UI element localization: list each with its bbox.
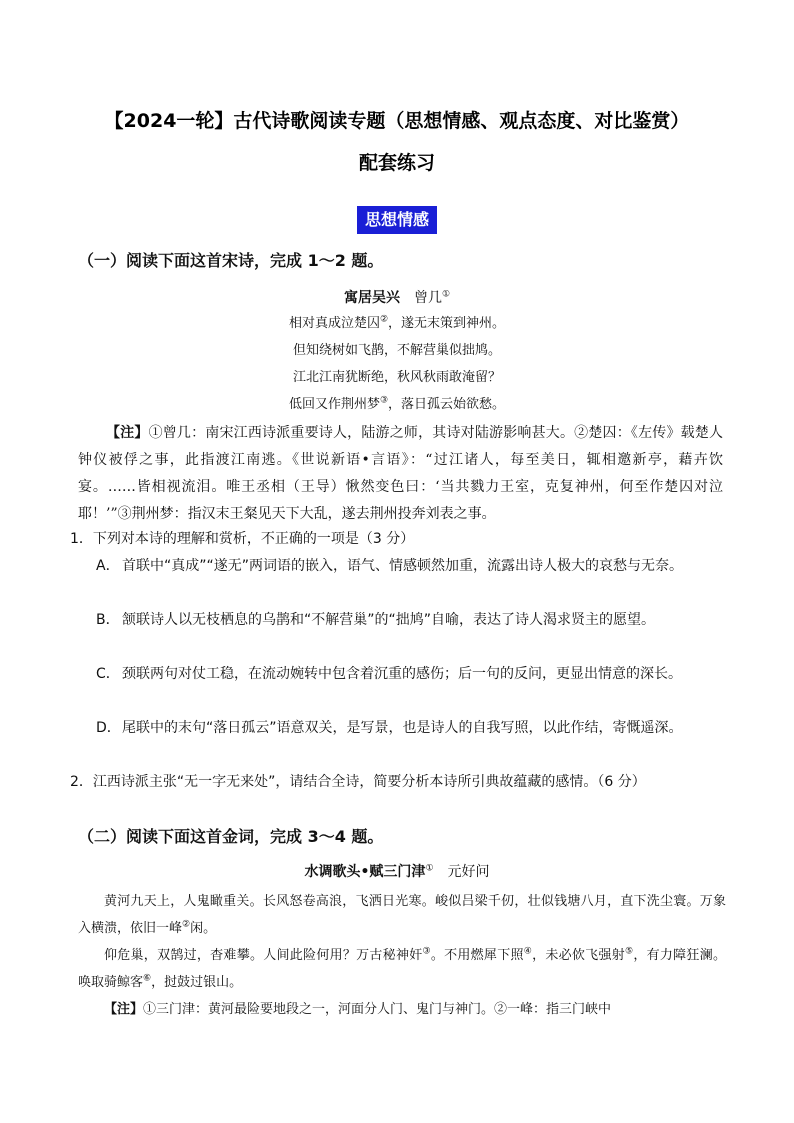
poem-line: 相对真成泣楚囚②，遂无末策到神州。 bbox=[288, 314, 506, 331]
poem-1-author: 曾几 bbox=[413, 290, 442, 306]
poem-1-title-line bbox=[0, 288, 794, 308]
option-c[interactable]: C． 颈联两句对仗工稳，在流动婉转中包含着沉重的感伤；后一句的反问，更显出情意的深长。 bbox=[96, 666, 682, 682]
ci-stanza-2: 仰危巢，双鹄过，杳难攀。人间此险何用？万古秘神奸③。不用燃犀下照④，未必佽飞强射⑤，有力障狂澜。唤取骑鲸客⑥，挝鼓过银山。 bbox=[78, 946, 726, 990]
title-note-mark: ① bbox=[425, 863, 434, 874]
poem-1-notes bbox=[78, 420, 723, 528]
section-badge: 思想情感 bbox=[357, 206, 437, 234]
ci-stanza-1: 黄河九天上，人鬼瞰重关。长风怒卷高浪，飞洒日光寒。峻似吕梁千仞，壮似钱塘八月，直下洗尘寰。万象入横溃，依旧一峰②闲。 bbox=[78, 894, 726, 936]
note-text: ①曾几：南宋江西诗派重要诗人，陆游之师，其诗对陆游影响甚大。②楚囚：《左传》载楚人钟仪被俘之事，此指渡江南逃。《世说新语•言语》：“过江诸人，每至美日，辄相邀新亭，藉卉饮宴。……皆相视流泪。唯王丞相（王导）愀然变色曰：‘当共戮力王室，克复神州，何至作楚囚对泣耶！’”③荆州梦：指汉末王粲见天下大乱，遂去荆州投奔刘表之事。 bbox=[78, 425, 724, 522]
poem-2-title: 水调歌头•赋三门津 bbox=[304, 864, 426, 880]
note-text: ①三门津：黄河最险要地段之一，河面分人门、鬼门与神门。②一峰：指三门峡中 bbox=[143, 1002, 612, 1017]
author-note-mark: ① bbox=[441, 289, 451, 300]
option-b[interactable]: B． 颔联诗人以无枝栖息的乌鹊和“不解营巢”的“拙鸠”自喻，表达了诗人渴求贤主的愿望。 bbox=[96, 612, 656, 628]
poem-2-notes bbox=[78, 996, 726, 1023]
poem-1-title: 寓居吴兴 bbox=[343, 290, 400, 306]
poem-line: 江北江南犹断绝，秋风秋雨敢淹留？ bbox=[292, 370, 501, 385]
poem-line: 低回又作荆州梦③，落日孤云始欲愁。 bbox=[288, 395, 506, 412]
note-label: 【注】 bbox=[104, 1002, 144, 1017]
option-d[interactable]: D．尾联中的末句“落日孤云”语意双关，是写景，也是诗人的自我写照，以此作结，寄慨遥深。 bbox=[96, 720, 683, 736]
note-label: 【注】 bbox=[106, 425, 149, 441]
section-2-heading: （二）阅读下面这首金词，完成 3～4 题。 bbox=[78, 827, 384, 846]
poem-1-body bbox=[0, 310, 794, 418]
question-2: 2．江西诗派主张“无一字无来处”，请结合全诗，简要分析本诗所引典故蕴藏的感情。（6 分） bbox=[70, 774, 646, 790]
poem-line: 但知绕树如飞鹊，不解营巢似拙鸠。 bbox=[292, 343, 501, 358]
question-1: 1．下列对本诗的理解和赏析，不正确的一项是（3 分） bbox=[70, 531, 415, 547]
title-line-1: 【2024一轮】古代诗歌阅读专题（思想情感、观点态度、对比鉴赏） bbox=[104, 110, 690, 132]
section-1-heading: （一）阅读下面这首宋诗，完成 1～2 题。 bbox=[78, 251, 384, 270]
poem-2-title-line bbox=[0, 862, 794, 882]
badge-row bbox=[0, 206, 794, 234]
option-a[interactable]: A． 首联中“真成”“遂无”两词语的嵌入，语气、情感顿然加重，流露出诗人极大的哀愁与无奈。 bbox=[96, 558, 684, 574]
title-line-2: 配套练习 bbox=[358, 152, 435, 174]
poem-2-author: 元好问 bbox=[447, 864, 490, 880]
document-title bbox=[60, 100, 734, 184]
